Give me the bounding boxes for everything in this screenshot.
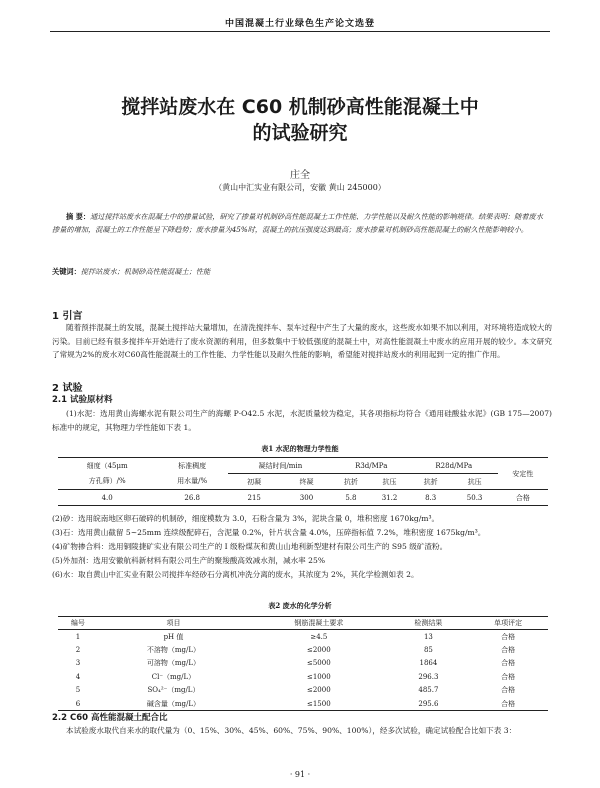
table-1-cement-properties [58,457,548,506]
table-2-wastewater-analysis [58,616,548,711]
table-row [58,684,548,698]
t2-cell: 296.3 [418,672,439,681]
t1-header-comp-28d: 抗压 [451,474,497,490]
table-row [58,657,548,671]
t2-cell: ≤2000 [306,686,331,695]
running-head: 中国混凝土行业绿色生产论文选登 [224,19,375,29]
title-line-1: 搅拌站废水在 C60 机制砂高性能混凝土中 [121,96,479,118]
section-2-heading: 2 试验 [52,383,83,394]
t1-cell: 31.2 [381,493,398,502]
abstract [52,210,550,236]
t1-header-setting: 凝结时间/min [228,458,333,474]
t1-cell: 8.3 [425,493,437,502]
t2-cell: ≥4.5 [310,632,328,641]
material-admixture: (4)矿物掺合料：选用铜陵捷矿实业有限公司生产的 I 级粉煤灰和黄山山地利新型建材有限公司生产的 S95 级矿渣粉。 [52,542,448,551]
t1-cell: 5.8 [345,493,357,502]
t2-header: 单项评定 [468,617,548,630]
t2-cell: SO₄²⁻（mg/L） [147,686,200,695]
header-rule [50,31,550,32]
t1-header-water: 标准稠度 [178,461,207,470]
t2-cell: 5 [75,686,81,695]
section-1-paragraph: 随着预拌混凝土的发展，混凝土搅拌站大量增加，在清洗搅拌车、泵车过程中产生了大量的废水，这些废水如果不加以利用，对环境将造成较大的污染。目前已经有很多搅拌车开始进行了废水资源的利用，但多数集中于较低强度的混凝土中，对高性能混凝土中废水的应用开展的较少。本文研究了常规为2%的废水对C60高性能混凝土的工作性能、力学性能以及耐久性能的影响，希望能对搅拌站废水的利用起到一定的推广作用。 [52,323,552,359]
keywords-text: 搅拌站废水；机制砂高性能混凝土；性能 [80,267,211,276]
t1-header-fineness-2: 方孔筛）/% [58,474,156,490]
paper-title [40,94,560,146]
t1-header-water-2: 用水量/% [156,474,228,490]
t2-cell: 4 [75,672,81,681]
page-number: · 91 · [289,770,311,779]
affiliation: （黄山中汇实业有限公司，安徽 黄山 245000） [214,183,386,192]
t2-cell: 合格 [501,645,516,654]
t2-cell: 1 [75,632,81,641]
t2-header: 项目 [98,617,249,630]
t2-cell: 13 [423,632,433,641]
t2-cell: 2 [75,645,81,654]
t2-cell: 可溶物（mg/L） [146,659,201,668]
t2-cell: 1864 [419,659,438,668]
table-1-caption: 表1 水泥的物理力学性能 [261,444,339,453]
t2-cell: 合格 [501,699,516,708]
abstract-text: 通过搅拌站废水在混凝土中的掺量试验，研究了掺量对机制砂高性能混凝土工作性能、力学性能以及耐久性能的影响规律。结果表明：随着废水掺量的增加，混凝土的工作性能呈下降趋势；废水掺量为45%时，混凝土的抗压强度达到最高；废水掺量对机制砂高性能混凝土的耐久性能影响较小。 [52,212,543,234]
t2-cell: ≤1500 [306,699,331,708]
t2-cell: 3 [75,659,81,668]
material-sand: (2)砂：选用皖南地区卵石破碎的机制砂，细度模数为 3.0，石粉含量为 3%，泥块含量 0，堆积密度 1670kg/m³。 [52,514,440,523]
t1-header-comp-3d: 抗压 [369,474,410,490]
material-stone: (3)石：选用黄山截留 5~25mm 连续级配碎石，含泥量 0.2%，针片状含量 4.0%，压碎指标值 7.2%，堆积密度 1675kg/m³。 [52,528,486,537]
material-additive: (5)外加剂：选用安徽航科新材料有限公司生产的聚羧酸高效减水剂，减水率 25% [52,556,326,565]
t2-cell: 合格 [501,686,516,695]
t1-header-final: 终凝 [280,474,332,490]
t2-cell: ≤2000 [306,645,331,654]
table-row [58,670,548,684]
table-2-caption: 表2 废水的化学分析 [268,601,332,610]
t2-cell: 85 [423,645,433,654]
t2-cell: 485.7 [418,686,439,695]
t1-header-fineness: 细度（45μm [86,461,128,470]
t1-cell: 215 [247,493,261,502]
t1-header-r28d: R28d/MPa [410,458,498,474]
section-2-2-heading: 2.2 C60 高性能混凝土配合比 [52,713,168,723]
t1-cell: 合格 [515,493,530,502]
t2-cell: ≤1000 [306,672,331,681]
t2-cell: 合格 [501,672,516,681]
keywords-label: 关键词： [52,267,81,276]
t1-header-flex-3d: 抗折 [333,474,370,490]
t2-cell: 6 [75,699,81,708]
t1-header-r3d: R3d/MPa [333,458,410,474]
t1-header-flex-28d: 抗折 [410,474,452,490]
author: 庄全 [290,170,310,181]
t2-cell: 合格 [501,632,516,641]
t1-cell: 50.3 [466,493,483,502]
t1-cell: 300 [299,493,314,502]
section-1-heading: 1 引言 [52,311,83,322]
title-line-2: 的试验研究 [252,122,348,144]
t2-cell: ≤5000 [306,659,331,668]
t2-cell: 不溶物（mg/L） [146,645,201,654]
t2-header: 检测结果 [389,617,469,630]
t2-cell: pH 值 [163,632,184,641]
keywords [52,267,550,277]
t2-header: 编号 [58,617,98,630]
t2-cell: Cl⁻（mg/L） [151,672,196,681]
t1-cell: 4.0 [101,493,113,502]
t1-header-stability: 安定性 [498,458,548,490]
material-water: (6)水：取自黄山中汇实业有限公司搅拌车经砂石分离机冲洗分离的废水，其浓度为 2%，其化学检测如表 2。 [52,570,419,579]
section-2-1-heading: 2.1 试验原材料 [52,395,113,405]
t2-cell: 295.6 [418,699,439,708]
cement-paragraph: (1)水泥：选用黄山海螺水泥有限公司生产的海螺 P·O42.5 水泥，水泥质量较为稳定，其各项指标均符合《通用硅酸盐水泥》(GB 175—2007) 标准中的规定，其物理力学性能如下表 1。 [52,409,552,432]
table-row [58,643,548,657]
section-2-2-paragraph: 本试验废水取代自来水的取代量为（0、15%、30%、45%、60%、75%、90%、100%），经多次试验，确定试验配合比如下表 3： [66,726,517,735]
t2-cell: 碱含量（mg/L） [146,699,201,708]
t1-header-initial: 初凝 [228,474,280,490]
abstract-label: 摘 要： [66,212,91,221]
t2-cell: 合格 [501,659,516,668]
t1-cell: 26.8 [184,493,200,502]
table-row [58,630,548,644]
t2-header: 钢筋混凝土要求 [249,617,388,630]
table-row [58,697,548,711]
